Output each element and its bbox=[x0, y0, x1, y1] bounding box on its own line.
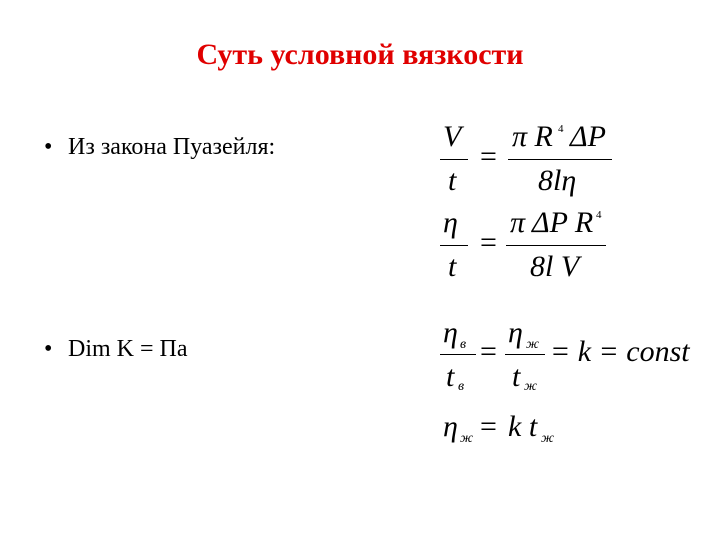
formula-denominator: 8l V bbox=[530, 250, 580, 283]
formula-numerator-tail: ΔP bbox=[570, 120, 606, 153]
fraction-bar bbox=[440, 159, 468, 160]
fraction-bar bbox=[508, 159, 612, 160]
subscript: ж bbox=[541, 431, 555, 446]
formula-numerator: η bbox=[508, 316, 523, 349]
formula-numerator: π R bbox=[512, 120, 553, 153]
bullet-dim-k bbox=[44, 336, 188, 363]
formula-denominator: t bbox=[446, 360, 455, 393]
equals-sign: = bbox=[480, 140, 497, 173]
fraction-bar bbox=[505, 354, 545, 355]
subscript: в bbox=[458, 379, 465, 394]
formula-denominator: t bbox=[448, 164, 457, 197]
bullet-marker: • bbox=[44, 336, 53, 362]
formula-denominator: t bbox=[448, 250, 457, 283]
bullet-marker: • bbox=[44, 134, 53, 160]
fraction-bar bbox=[440, 354, 476, 355]
fraction-bar bbox=[506, 245, 606, 246]
subscript: ж bbox=[526, 337, 540, 352]
formula-numerator: π ΔP R bbox=[510, 206, 594, 239]
formula-tail: = k = const bbox=[550, 335, 690, 368]
exponent: 4 bbox=[558, 123, 564, 135]
formula-numerator: V bbox=[443, 120, 462, 153]
subscript: в bbox=[460, 337, 467, 352]
formula-numerator: η bbox=[443, 316, 458, 349]
bullet-text: Из закона Пуазейля: bbox=[68, 134, 276, 160]
equals-sign: = bbox=[480, 410, 497, 443]
bullet-poiseuille-law bbox=[44, 134, 275, 161]
formula-rhs: k t bbox=[508, 410, 538, 443]
formula-denominator: 8lη bbox=[538, 164, 577, 197]
formula-denominator: t bbox=[512, 360, 521, 393]
fraction-bar bbox=[440, 245, 468, 246]
subscript: ж bbox=[460, 431, 474, 446]
formula-lhs: η bbox=[443, 410, 458, 443]
bullet-text: Dim K = Па bbox=[68, 336, 188, 362]
equals-sign: = bbox=[480, 335, 497, 368]
equals-sign: = bbox=[480, 226, 497, 259]
subscript: ж bbox=[524, 379, 538, 394]
exponent: 4 bbox=[596, 209, 602, 221]
slide-title: Суть условной вязкости bbox=[196, 38, 524, 71]
formula-numerator: η bbox=[443, 206, 458, 239]
